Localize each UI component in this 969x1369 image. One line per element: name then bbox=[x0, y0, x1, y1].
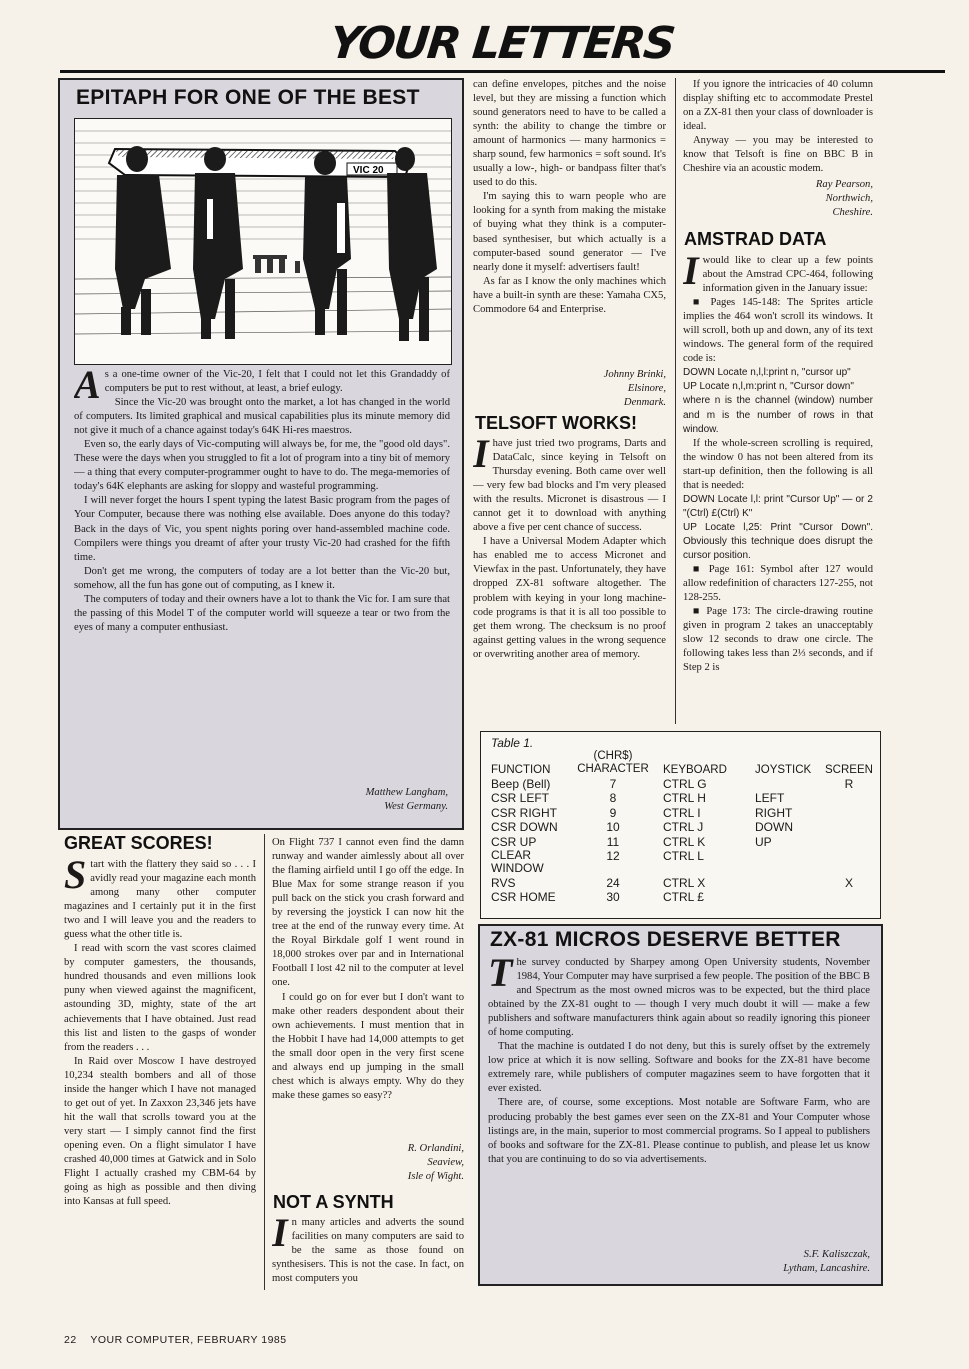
table-cell: CSR UP bbox=[491, 834, 537, 849]
scores-p3: In Raid over Moscow I have destroyed 10,234 stealth bombers and all of those inside the hanger which I have not managed to get out of yet. In Zaxxon 23,346 jets have hit the wall that scrolls toward you at the very start — I simply cannot find the first opening even. On a flight simulator I have crashed 40,000 times at Gatwick and in Solo Flight I actually crashed my CBM-64 by going as high as possible and then diving into Kansas at full speed. bbox=[64, 1055, 256, 1208]
scores-signature bbox=[330, 1142, 464, 1186]
synth-sign-place2: Denmark. bbox=[623, 397, 666, 409]
table-cell: CTRL K bbox=[663, 834, 706, 849]
table-row bbox=[487, 820, 877, 835]
table-cell: CTRL J bbox=[663, 820, 704, 835]
square-bullet-icon: ■ bbox=[693, 564, 709, 576]
notsynth-p1: n many articles and adverts the sound facilities on many computers are said to be the same as those found on synthesisers. This is not the case. In fact, on most computers you bbox=[272, 1217, 464, 1285]
table-cell: CTRL H bbox=[663, 791, 706, 806]
table1-header-row bbox=[487, 750, 877, 776]
amstrad-body bbox=[683, 254, 873, 726]
notsynth-title: NOT A SYNTH bbox=[273, 1192, 394, 1212]
epitaph-signature bbox=[250, 786, 448, 818]
epitaph-dropcap: A bbox=[74, 368, 101, 407]
table-row bbox=[487, 805, 877, 820]
masthead-rule bbox=[60, 70, 945, 73]
amstrad-code-up: UP Locate n,l,m:print n, "Cursor down" bbox=[683, 381, 854, 393]
square-bullet-icon: ■ bbox=[693, 606, 707, 618]
epitaph-p5: Don't get me wrong, the computers of today are a lot better than the Vic-20 but, somehow, all the fun has gone out of computing, as I knew it. bbox=[74, 565, 450, 591]
pallbearers-drawing bbox=[75, 119, 451, 364]
amstrad-p3: where n is the channel (window) number and m is the number of rows in that window. bbox=[683, 395, 873, 435]
table-cell bbox=[821, 805, 877, 820]
notsynth-dropcap: I bbox=[272, 1216, 288, 1255]
amstrad-code-down2: DOWN Locate l,l: print "Cursor Up" — or 2 "(Ctrl) £(Ctrl) K" bbox=[683, 493, 873, 519]
table-cell: 24 bbox=[606, 875, 620, 890]
coffin-label: VIC 20 bbox=[353, 165, 384, 176]
amstrad-dropcap: I bbox=[683, 254, 699, 293]
telsoft-sign-name: Ray Pearson, bbox=[815, 179, 873, 190]
telsoft-p3: If you ignore the intricacies of 40 column display shifting etc to accommodate Prestel on a ZX-81 then your class of downloader is ideal. bbox=[683, 79, 873, 133]
epitaph-p2: Since the Vic-20 was brought onto the market, a lot has changed in the world of computers. Its limited graphical and musical capabilities plus its minute memory did not give it much of a chance against today's 64K Hi-res maestros. bbox=[74, 397, 450, 437]
table-cell: CTRL X bbox=[663, 875, 706, 890]
table-cell bbox=[751, 890, 821, 905]
epitaph-sign-name: Matthew Langham, bbox=[365, 787, 448, 798]
table-cell bbox=[821, 834, 877, 849]
zx81-signature bbox=[690, 1248, 870, 1278]
synth-sign-place1: Elsinore, bbox=[627, 383, 666, 395]
table1-header: KEYBOARD bbox=[663, 764, 727, 776]
table1-header: (CHR$) CHARACTER bbox=[577, 750, 649, 775]
table-cell: UP bbox=[755, 834, 772, 849]
scores-sign-place2: Isle of Wight. bbox=[407, 1171, 464, 1183]
zx81-body bbox=[488, 956, 870, 1250]
table-cell bbox=[821, 849, 877, 875]
telsoft-dropcap: I bbox=[473, 437, 489, 476]
table-row bbox=[487, 890, 877, 905]
amstrad-code-up2: UP Locate l,25: Print "Cursor Down". Obviously this technique does disrupt the cursor position. bbox=[683, 521, 873, 561]
amstrad-p2: Pages 145-148: The Sprites article implies the 464 won't scroll its windows. It will scroll, both up and down, any of its text windows. The general form of the required code is: bbox=[683, 297, 873, 365]
zx81-sign-place: Lytham, Lancashire. bbox=[783, 1263, 870, 1275]
scores-sign-name: R. Orlandini, bbox=[407, 1143, 464, 1154]
synth-cont-p1: can define envelopes, pitches and the noise level, but they are missing a function which sound generators need to have to be called a synth: the ability to change the timbre or amount of harmonics — many harmonics = sharp sound, few harmonics = soft sound. It's usually a low-, high- or bandpass filter that's used to do this. bbox=[473, 79, 666, 189]
square-bullet-icon: ■ bbox=[693, 297, 711, 309]
telsoft-p1: have just tried two programs, Darts and DataCalc, since keying in Telsoft on Thursday evening. Both came over well — very few bad blocks and I'm very pleased with the results. Micronet is disastrous — I cannot get it to download with anything above a five per cent chance of success. bbox=[473, 438, 666, 534]
table-cell bbox=[751, 776, 821, 791]
table-cell: CTRL L bbox=[663, 848, 704, 863]
table-cell: 9 bbox=[609, 805, 617, 820]
scores-p1: tart with the flattery they said so . . . I avidly read your magazine each month among many other computer magazines and I certainly put it in the first two and I will leave you and the readers to guess what the other title is. bbox=[64, 859, 256, 941]
table-cell: 11 bbox=[606, 834, 620, 849]
telsoft-body bbox=[473, 437, 666, 723]
amstrad-title: AMSTRAD DATA bbox=[684, 229, 827, 249]
coffin-illustration bbox=[74, 118, 452, 365]
telsoft-sign-place2: Cheshire. bbox=[832, 207, 873, 219]
scores-dropcap: S bbox=[64, 858, 87, 897]
page-number: 22 bbox=[64, 1334, 77, 1346]
synth-sign-name: Johnny Brinki, bbox=[603, 369, 666, 380]
synth-cont-p3: As far as I know the only machines which have a built-in synth are these: Yamaha CX5, Commodore 64 and Enterprise. bbox=[473, 275, 666, 315]
notsynth-continued-body bbox=[473, 78, 666, 376]
masthead-title: YOUR LETTERS bbox=[327, 18, 677, 69]
synth-cont-p2: I'm saying this to warn people who are looking for a synth from making the mistake of buying what they think is a computer-based synthesiser, but which actually is a computer-based sound generator — I've nearly done it myself: advertisers fault! bbox=[473, 191, 666, 273]
notsynth-body bbox=[272, 1216, 464, 1290]
scores-p5: I could go on for ever but I don't want to make other readers despondent about their own achievements. I must mention that in the Hobbit I have had 14,000 attempts to get the small door open in the very first scene and always end up jumping in the small chest which is always empty. Why do they make these games so easy?? bbox=[272, 991, 464, 1101]
table-cell: 12 bbox=[606, 848, 620, 863]
scores-sign-place1: Seaview, bbox=[427, 1157, 464, 1169]
table-cell: 30 bbox=[606, 890, 620, 905]
telsoft-sign-place1: Northwich, bbox=[825, 193, 873, 205]
zx81-p2: That the machine is outdated I do not deny, but this is surely offset by the extremely low price at which it is now selling. Software and books for the ZX-81 have become extremely rare, while publishers of computer magazines seem to have forgotten that it ever existed. bbox=[488, 1041, 870, 1095]
scores-body-cont bbox=[272, 836, 464, 1142]
scores-body bbox=[64, 858, 256, 1290]
table-cell: RVS bbox=[491, 875, 516, 890]
amstrad-p5: Page 161: Symbol after 127 would allow redefinition of characters 127-255, not 128-255. bbox=[683, 564, 873, 604]
telsoft-title: TELSOFT WORKS! bbox=[475, 413, 637, 433]
zx81-sign-name: S.F. Kaliszczak, bbox=[803, 1249, 870, 1260]
table-cell: 7 bbox=[609, 776, 617, 791]
column-divider bbox=[264, 834, 265, 1290]
table-cell: RIGHT bbox=[755, 805, 793, 820]
amstrad-p1: would like to clear up a few points about the Amstrad CPC-464, following information given in the January issue: bbox=[702, 255, 873, 295]
zx81-p3: There are, of course, some exceptions. Most notable are Software Farm, who are producing probably the best games ever seen on the ZX-81 and Your Computer whose listings are, in the main, superior to most commercial programs. So I appeal to publishers of books and software for the ZX-81. Please continue to publish, and please let us know that you are continuing to do so via advertisements. bbox=[488, 1097, 870, 1165]
amstrad-code-down: DOWN Locate n,l,l:print n, "cursor up" bbox=[683, 367, 851, 379]
zx81-title: ZX-81 MICROS DESERVE BETTER bbox=[490, 928, 841, 951]
table-cell bbox=[751, 875, 821, 890]
telsoft-signature bbox=[740, 178, 873, 224]
table-cell: CSR LEFT bbox=[491, 791, 550, 806]
footer-publication: YOUR COMPUTER, FEBRUARY 1985 bbox=[90, 1334, 287, 1346]
table-cell: CTRL I bbox=[663, 805, 701, 820]
table-cell bbox=[821, 820, 877, 835]
telsoft-p2: I have a Universal Modem Adapter which has enabled me to access Micronet and Viewfax in the past. Unfortunately, they have dropped ZX-81 software altogether. The problem with keying in your long machine-code programs is that it is all too possible to get them wrong. The checksum is no proof against getting values in the wrong sequence or overwriting another area of memory. bbox=[473, 536, 666, 660]
column-divider bbox=[675, 78, 676, 724]
epitaph-title: EPITAPH FOR ONE OF THE BEST bbox=[76, 86, 420, 109]
table1-box bbox=[480, 731, 881, 919]
table-cell: 8 bbox=[609, 791, 617, 806]
table-row bbox=[487, 776, 877, 791]
table-cell: CTRL £ bbox=[663, 890, 704, 905]
table-cell: CSR HOME bbox=[491, 890, 556, 905]
table1-header: FUNCTION bbox=[491, 764, 551, 776]
table1-caption: Table 1. bbox=[491, 736, 534, 750]
table-cell: CSR DOWN bbox=[491, 820, 558, 835]
table-cell: X bbox=[844, 875, 853, 890]
amstrad-p6: Page 173: The circle-drawing routine given in program 2 takes an unacceptably slow 12 seconds to draw one circle. The following takes less than 2⅓ seconds, and if Step 2 is bbox=[683, 606, 873, 674]
epitaph-p6: The computers of today and their owners have a lot to thank the Vic for. I am sure that the passing of this Model T of the computer world will squeeze a tear or two from the eyes of many a computer enthusiast. bbox=[74, 593, 450, 633]
table-cell bbox=[821, 791, 877, 806]
epitaph-p3: Even so, the early days of Vic-computing will always be, for me, the "good old days". These were the days when you struggled to fit a lot of program into a tiny bit of memory — a thing that every computer-programmer ought to have to do. The mega-memories of today's 64K elephants are asking for sloppy and wasteful programming. bbox=[74, 439, 450, 493]
table-cell: 10 bbox=[606, 820, 620, 835]
zx81-dropcap: T bbox=[488, 956, 513, 995]
table1 bbox=[487, 750, 877, 904]
scores-title: GREAT SCORES! bbox=[64, 833, 213, 853]
table-cell bbox=[751, 849, 821, 875]
table-cell: R bbox=[844, 776, 854, 791]
amstrad-p4: If the whole-screen scrolling is required, the window 0 has not been altered from its start-up definition, then the following is all that is needed: bbox=[683, 437, 873, 491]
table-cell bbox=[821, 890, 877, 905]
epitaph-p4: I will never forget the hours I spent typing the latest Basic program from the pages of Your Computer, because there was nothing else available. Does anyone do this today? Back in the days of Vic, you spent nights poring over hand-assembled machine code. Compilers were things you dreamt of after your trusty Vic-20 had crashed for the fifth time. bbox=[74, 495, 450, 563]
page-footer bbox=[64, 1334, 287, 1346]
table-row bbox=[487, 849, 877, 875]
table-row bbox=[487, 875, 877, 890]
table1-header: JOYSTICK bbox=[755, 764, 812, 776]
table1-header: SCREEN bbox=[825, 764, 873, 776]
table-row bbox=[487, 791, 877, 806]
table-cell: CTRL G bbox=[663, 776, 707, 791]
table-cell: CLEAR WINDOW bbox=[491, 847, 544, 875]
telsoft-p4: Anyway — you may be interested to know that Telsoft is fine on BBC B in Cheshire via an acoustic modem. bbox=[683, 135, 873, 175]
scores-p4: On Flight 737 I cannot even find the damn runway and wander aimlessly about all over the flaming airfield until I go off the edge. In Blue Max for some strange reason if you pull back on the stick you crash forward and by reversing the joystick I can now hit the tree at the end of the runway every time. At the Royal Birkdale golf I went round in 18,000 strokes over par and in International Football I lost 42 nil to the computer at level one. bbox=[272, 837, 464, 989]
table-cell: DOWN bbox=[755, 820, 793, 835]
epitaph-sign-place: West Germany. bbox=[384, 801, 448, 813]
epitaph-p1: s a one-time owner of the Vic-20, I felt that I could not let this Grandaddy of computers be put to rest without, at least, a brief eulogy. bbox=[104, 369, 450, 395]
table-cell: LEFT bbox=[755, 791, 785, 806]
table-row bbox=[487, 834, 877, 849]
synth-signature bbox=[540, 368, 666, 414]
table-cell: CSR RIGHT bbox=[491, 805, 557, 820]
zx81-p1: he survey conducted by Sharpey among Open University students, November 1984, Your Computer may have surprised a few people. The position of the BBC B and Spectrum as the most owned micros was to be expected, but the third place obtained by the ZX-81 ought to — though I very much doubt it will — make a few publishers and software manufacturers think again about so readily ignoring this pioneer of home computing. bbox=[488, 957, 870, 1039]
telsoft-body-cont bbox=[683, 78, 873, 192]
table-cell: Beep (Bell) bbox=[491, 776, 551, 791]
scores-p2: I read with scorn the vast scores claimed by computer gamesters, the thousands, hundred thousands and even millions look puny when viewed against the magnificent, astounding 3D, mighty, state of the art achievements that I have obtained. Just read this list and listen to the gasps of wonder from the readers . . . bbox=[64, 943, 256, 1053]
epitaph-body bbox=[74, 368, 450, 780]
